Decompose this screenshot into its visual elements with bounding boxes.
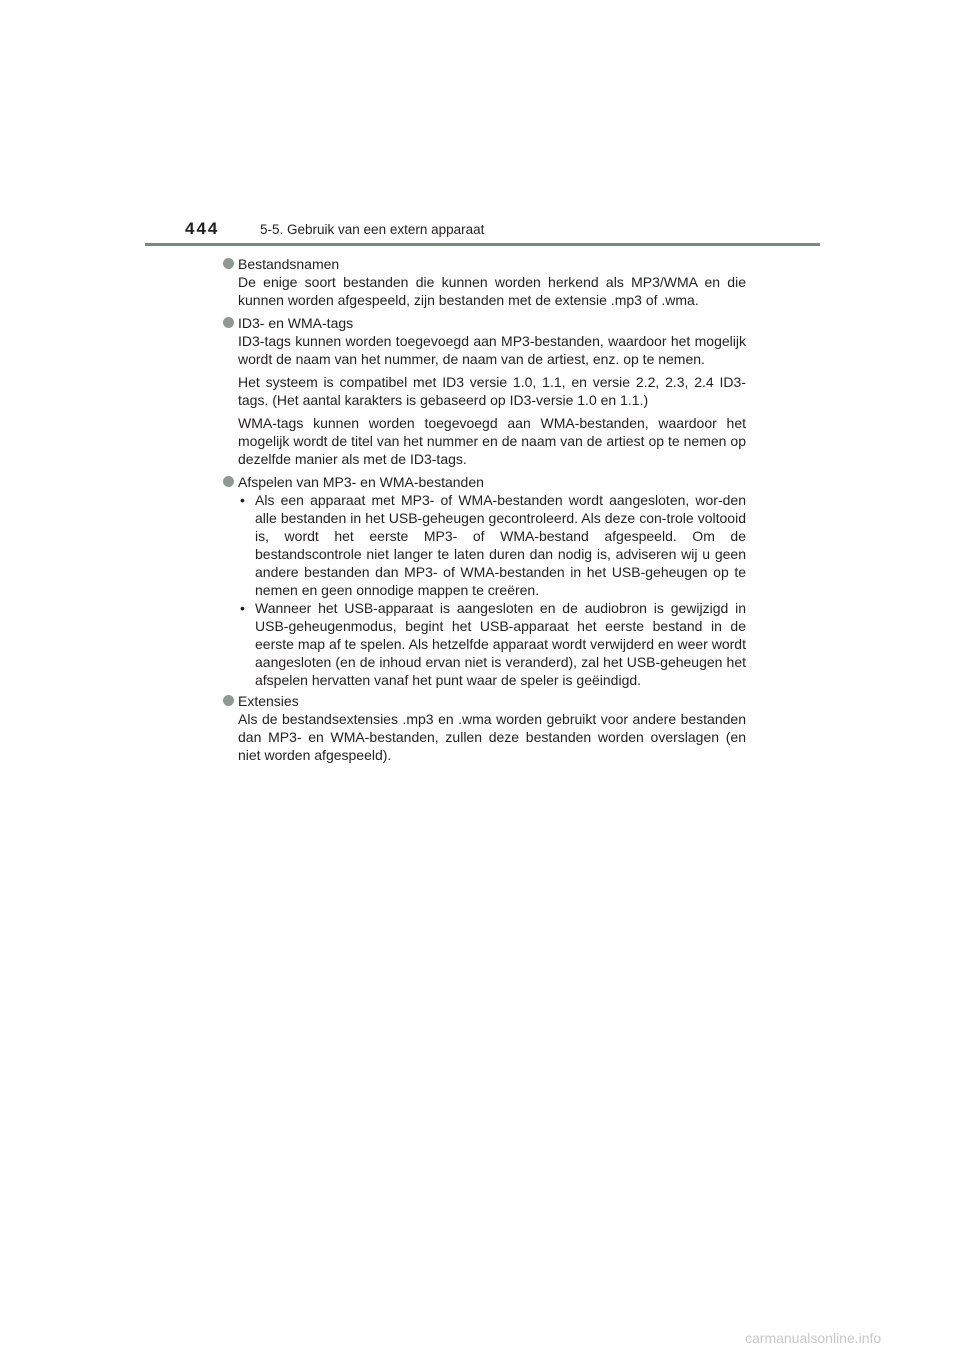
- paragraph: Het systeem is compatibel met ID3 versie 1.0, 1.1, en versie 2.2, 2.3, 2.4 ID3-tags. (Het aantal karakters is gebaseerd op ID3-versie 1.0 en 1.1.): [238, 374, 746, 408]
- section-id3-wma-tags: [223, 314, 746, 468]
- circle-bullet-icon: [223, 258, 234, 269]
- section-heading-text: Extensies: [238, 693, 299, 709]
- header-divider: [145, 243, 820, 246]
- section-bestandsnamen: [223, 255, 746, 309]
- list-item: [238, 599, 746, 689]
- page-header: [145, 214, 820, 248]
- page-number: 444: [185, 219, 220, 238]
- section-heading-text: ID3- en WMA-tags: [238, 315, 354, 331]
- paragraph: ID3-tags kunnen worden toegevoegd aan MP3-bestanden, waardoor het mogelijk wordt de naam van het nummer, de naam van de artiest, enz. op te nemen.: [238, 333, 746, 367]
- bullet-list: [223, 491, 746, 689]
- circle-bullet-icon: [223, 317, 234, 328]
- section-heading-text: Afspelen van MP3- en WMA-bestanden: [238, 474, 484, 490]
- section-title: 5-5. Gebruik van een extern apparaat: [260, 222, 485, 237]
- section-heading: [223, 255, 746, 273]
- section-heading-text: Bestandsnamen: [238, 256, 340, 272]
- section-heading: [223, 473, 746, 491]
- dot-bullet-icon: •: [240, 492, 245, 508]
- section-extensies: [223, 692, 746, 764]
- section-afspelen: [223, 473, 746, 689]
- circle-bullet-icon: [223, 476, 234, 487]
- section-heading: [223, 314, 746, 332]
- section-heading: [223, 692, 746, 710]
- circle-bullet-icon: [223, 695, 234, 706]
- paragraph: De enige soort bestanden die kunnen worden herkend als MP3/WMA en die kunnen worden afgespeeld, zijn bestanden met de extensie .mp3 of .wma.: [238, 274, 746, 308]
- list-item: [238, 491, 746, 599]
- list-item-text: Als een apparaat met MP3- of WMA-bestanden wordt aangesloten, wor-den alle bestanden in het USB-geheugen gecontroleerd. Als deze con-trole voltooid is, wordt het eerste MP3- of WMA-bestand afgespeeld. Om de bestandscontrole niet langer te laten duren dan nodig is, adviseren wij u geen andere bestanden dan MP3- of WMA-bestanden in het USB-geheugen op te nemen en geen onnodige mappen te creëren.: [255, 492, 746, 598]
- paragraph: Als de bestandsextensies .mp3 en .wma worden gebruikt voor andere bestanden dan MP3- en WMA-bestanden, zullen deze bestanden worden overslagen (en niet worden afgespeeld).: [238, 711, 746, 763]
- watermark: carmanualsonline.info: [745, 1330, 882, 1346]
- paragraph: WMA-tags kunnen worden toegevoegd aan WMA-bestanden, waardoor het mogelijk wordt de titel van het nummer en de naam van de artiest op te nemen op dezelfde manier als met de ID3-tags.: [238, 415, 746, 467]
- list-item-text: Wanneer het USB-apparaat is aangesloten en de audiobron is gewijzigd in USB-geheugenmodus, begint het USB-apparaat het eerste bestand in de eerste map af te spelen. Als hetzelfde apparaat wordt verwijderd en weer wordt aangesloten (en de inhoud ervan niet is veranderd), zal het USB-geheugen het afspelen hervatten vanaf het punt waar de speler is geëindigd.: [255, 600, 746, 688]
- page-content: [223, 255, 746, 769]
- dot-bullet-icon: •: [240, 600, 245, 616]
